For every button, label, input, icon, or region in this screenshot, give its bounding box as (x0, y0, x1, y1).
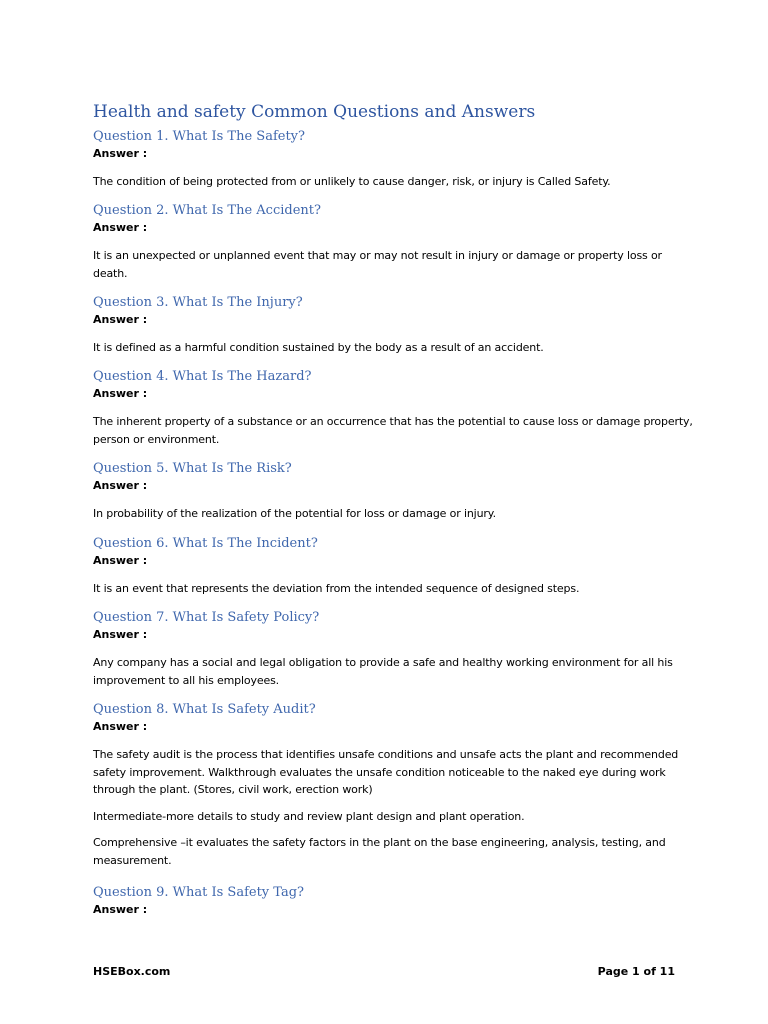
question-heading: Question 9. What Is Safety Tag? (93, 885, 304, 900)
answer-label: Answer : (93, 313, 148, 326)
answer-text (93, 580, 693, 598)
answer-paragraph: Any company has a social and legal obligation to provide a safe and healthy working environment for all his improvement to all his employees. (93, 656, 673, 687)
answer-text (93, 746, 693, 869)
question-heading: Question 4. What Is The Hazard? (93, 369, 312, 384)
answer-paragraph: The inherent property of a substance or an occurrence that has the potential to cause loss or damage property, person or environment. (93, 415, 693, 446)
footer-site-name: HSEBox.com (93, 965, 171, 978)
question-heading: Question 2. What Is The Accident? (93, 203, 321, 218)
question-heading: Question 8. What Is Safety Audit? (93, 702, 316, 717)
answer-label: Answer : (93, 903, 148, 916)
answer-label: Answer : (93, 554, 148, 567)
answer-paragraph: The safety audit is the process that identifies unsafe conditions and unsafe acts the plant and recommended safety improvement. Walkthrough evaluates the unsafe condition noticeable to the naked eye during work through the plant. (Stores, civil work, erection work) (93, 748, 679, 796)
answer-paragraph: The condition of being protected from or unlikely to cause danger, risk, or injury is Called Safety. (93, 175, 611, 188)
question-heading: Question 1. What Is The Safety? (93, 129, 305, 144)
qa-item-3 (93, 294, 693, 366)
answer-label: Answer : (93, 479, 148, 492)
question-heading: Question 3. What Is The Injury? (93, 295, 303, 310)
question-heading: Question 7. What Is Safety Policy? (93, 610, 320, 625)
answer-paragraph: It is an event that represents the deviation from the intended sequence of designed steps. (93, 582, 580, 595)
qa-item-9 (93, 884, 693, 917)
footer-page-number: Page 1 of 11 (597, 965, 675, 978)
answer-label: Answer : (93, 628, 148, 641)
answer-label: Answer : (93, 387, 148, 400)
answer-text (93, 339, 693, 357)
answer-label: Answer : (93, 221, 148, 234)
qa-item-5 (93, 460, 693, 532)
answer-paragraph: It is an unexpected or unplanned event that may or may not result in injury or damage or property loss or death. (93, 249, 662, 280)
question-heading: Question 6. What Is The Incident? (93, 536, 318, 551)
answer-label: Answer : (93, 147, 148, 160)
answer-paragraph: In probability of the realization of the potential for loss or damage or injury. (93, 507, 496, 520)
answer-paragraph: Comprehensive –it evaluates the safety factors in the plant on the base engineering, analysis, testing, and measurement. (93, 836, 666, 867)
answer-text (93, 173, 693, 191)
answer-text (93, 247, 693, 282)
qa-item-2 (93, 202, 693, 291)
answer-text (93, 654, 693, 689)
qa-item-1 (93, 128, 693, 200)
qa-item-7 (93, 609, 693, 698)
answer-paragraph: It is defined as a harmful condition sustained by the body as a result of an accident. (93, 341, 544, 354)
answer-paragraph: Intermediate-more details to study and review plant design and plant operation. (93, 809, 525, 823)
qa-item-4 (93, 368, 693, 457)
answer-text (93, 505, 693, 523)
question-heading: Question 5. What Is The Risk? (93, 461, 292, 476)
answer-label: Answer : (93, 720, 148, 733)
qa-item-8 (93, 701, 693, 878)
answer-text (93, 413, 693, 448)
qa-item-6 (93, 535, 693, 607)
document-title: Health and safety Common Questions and Answers (93, 102, 536, 122)
